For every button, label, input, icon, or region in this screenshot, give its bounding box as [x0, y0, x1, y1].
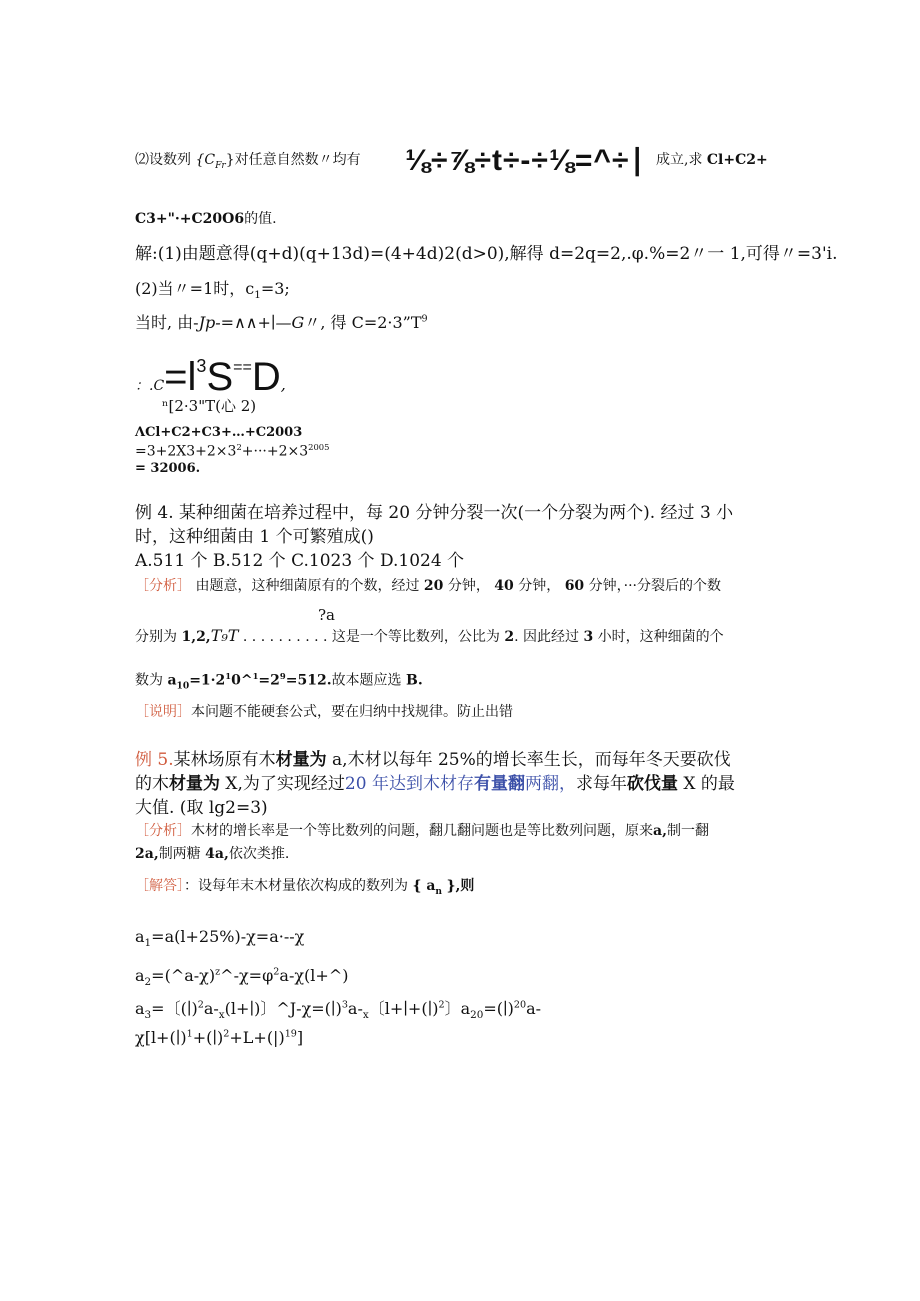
ex4-options: A.511 个 B.512 个 C.1023 个 D.1024 个 — [135, 551, 465, 571]
text: 分钟， — [518, 578, 561, 594]
text: 砍伐量 — [626, 774, 678, 794]
text: a — [167, 672, 177, 689]
sec1-line-8: ΛCl+C2+C3+…+C2003 — [135, 425, 303, 440]
text: =2 — [258, 672, 280, 689]
text: a,木材以每年 25%的增长率生长，而每年冬天要砍伐 — [326, 750, 731, 770]
text: 制两糖 — [158, 846, 201, 862]
text: 20 — [423, 578, 444, 594]
text: ⑵设数列 — [135, 152, 191, 168]
text: 某林场原有木 — [173, 750, 276, 770]
text: 0^ — [231, 672, 253, 689]
text: C3+"·+C20O6 — [135, 211, 245, 227]
text: (l+∣)〕^J-χ=(∣) — [224, 999, 342, 1018]
text: a- — [203, 999, 219, 1018]
text: { a — [412, 878, 436, 894]
ex4-analysis-line-1 — [135, 578, 721, 596]
text: 1,2, — [181, 629, 211, 645]
text: a — [135, 999, 145, 1018]
ex5-question-line-3: 大值. (取 lg2=3) — [135, 798, 268, 818]
text: X,为了实现经过 — [220, 774, 345, 794]
text: 分钟， — [447, 578, 490, 594]
highlight-text: 20 年达到木材存 — [344, 774, 474, 794]
text: . . . . . . . . . . 这是一个等比数列，公比为 — [238, 629, 500, 645]
text: =(∣) — [483, 999, 514, 1018]
subscript: 1 — [144, 937, 152, 950]
ex5-equation-3 — [135, 999, 541, 1022]
ex4-analysis-line-2 — [135, 626, 724, 647]
superscript: 19 — [284, 1028, 297, 1040]
example-label: 例 5. — [135, 750, 174, 770]
text: 3 — [583, 629, 594, 645]
text: a-χ(l+^) — [279, 966, 349, 985]
text: +L+(|) — [229, 1028, 285, 1047]
text: a — [135, 966, 145, 985]
sec1-line-6 — [135, 352, 286, 402]
superscript: z — [215, 966, 221, 978]
superscript: 1 — [186, 1028, 193, 1040]
text: T₉T — [210, 626, 239, 645]
text: 〔l+∣+(∣) — [368, 999, 439, 1018]
text: Jp-=∧∧+∣—G — [198, 313, 305, 332]
analysis-tag: ［分析］ — [135, 578, 191, 594]
subscript: Fr — [215, 160, 226, 171]
text: =(^a-χ) — [151, 966, 216, 985]
ex5-question-line-1 — [135, 750, 731, 771]
text: a- — [526, 999, 542, 1018]
text: 的木 — [135, 774, 169, 794]
text: 当时, 由- — [135, 313, 199, 332]
superscript: 3 — [196, 356, 207, 376]
superscript: 1 — [252, 671, 259, 681]
text: ：.C — [135, 378, 165, 394]
sec1-line-1 — [135, 152, 361, 172]
text: 60 — [564, 578, 585, 594]
text: ：设每年末木材量依次构成的数列为 — [184, 878, 408, 894]
text: 2 — [504, 629, 515, 645]
superscript: 2 — [197, 999, 204, 1011]
ex5-equation-1 — [135, 927, 304, 950]
text: D — [251, 355, 281, 399]
superscript: 2 — [223, 1028, 230, 1040]
superscript: 9 — [279, 671, 286, 681]
sec1-line-5 — [135, 313, 428, 333]
text: 分别为 — [135, 629, 177, 645]
ex4-mark: ?a — [318, 606, 335, 624]
text: , — [280, 375, 286, 394]
text: +(∣) — [192, 1028, 224, 1047]
text: == — [233, 359, 252, 376]
note-tag: ［说明］ — [135, 704, 191, 720]
text: =3+2X3+2×3 — [135, 443, 237, 460]
text: =512. — [285, 672, 332, 689]
text: 4a, — [205, 846, 229, 862]
superscript: 1 — [225, 671, 232, 681]
ex5-answer — [135, 878, 474, 897]
text: ,则 — [455, 878, 475, 894]
text: a — [135, 927, 145, 946]
highlight-text: 两翻， — [524, 774, 576, 794]
subscript: 1 — [254, 289, 261, 302]
ex4-note — [135, 704, 513, 722]
text: 的值. — [244, 211, 277, 227]
text: } — [446, 878, 456, 894]
text: 小时，这种细菌的个 — [597, 629, 724, 645]
text: 40 — [494, 578, 514, 594]
sec1-line-2 — [135, 211, 277, 229]
sec1-line-3: 解:(1)由题意得(q+d)(q+13d)=(4+4d)2(d>0),解得 d=2q=2,.φ.%=2〃一 1,可得〃=3'i. — [135, 244, 838, 264]
ex4-analysis-line-3 — [135, 671, 423, 692]
text: B. — [406, 672, 423, 689]
text: . 因此经过 — [514, 629, 580, 645]
sec1-formula: ⅛÷⅞÷t÷-÷⅛=^÷∣ — [405, 144, 646, 177]
subscript: x — [362, 1009, 369, 1022]
superscript: 2 — [438, 999, 445, 1011]
text: =a(l+25%)-χ=a·--χ — [151, 927, 305, 946]
text: 〃, 得 C=2·3”T — [304, 313, 422, 332]
ex5-analysis-line-1 — [135, 823, 709, 841]
text: 成立,求 — [656, 152, 703, 168]
text: 2a, — [135, 846, 159, 862]
answer-tag: ［解答］ — [135, 878, 184, 894]
text: 〕a — [444, 999, 471, 1018]
text: 本问题不能硬套公式，要在归纳中找规律。防止出错 — [191, 704, 513, 720]
ex4-question-line-2: 时，这种细菌由 1 个可繁殖成() — [135, 527, 374, 547]
subscript: x — [218, 1009, 225, 1022]
superscript: 2005 — [308, 442, 330, 452]
text: =3; — [260, 279, 290, 298]
text: =〔(∣) — [151, 999, 198, 1018]
text: }对任意自然数〃均有 — [225, 152, 361, 168]
superscript: 3 — [341, 999, 348, 1011]
text: ] — [296, 1028, 304, 1047]
text: 材量为 — [275, 750, 327, 770]
text: a- — [347, 999, 363, 1018]
text: 材量为 — [169, 774, 220, 794]
text: 依次类推. — [228, 846, 290, 862]
ex5-equation-2 — [135, 966, 348, 989]
ex4-question-line-1: 例 4. 某种细菌在培养过程中，每 20 分钟分裂一次(一个分裂为两个). 经过 3 小 — [135, 503, 734, 523]
text: 求每年 — [575, 774, 627, 794]
text: 故本题应选 — [331, 672, 402, 689]
sec1-line-4 — [135, 279, 290, 302]
text: =1·2 — [189, 672, 226, 689]
text: +···+2×3 — [241, 443, 309, 460]
text: {C — [195, 152, 216, 168]
text: 由题意，这种细菌原有的个数，经过 — [195, 578, 420, 594]
text: ^-χ=φ — [220, 966, 274, 985]
superscript: 9 — [421, 313, 428, 325]
ex5-analysis-line-2 — [135, 846, 289, 864]
text: 木材的增长率是一个等比数列的问题，翻几翻问题也是等比数列问题，原来 — [191, 823, 653, 839]
text: a, — [653, 823, 667, 839]
ex5-equation-4 — [135, 1028, 303, 1048]
text: =l — [164, 355, 197, 399]
analysis-tag: ［分析］ — [135, 823, 191, 839]
superscript: 20 — [513, 999, 527, 1011]
sec1-line-9 — [135, 442, 329, 461]
superscript: 2 — [236, 442, 242, 452]
text: X 的最 — [677, 774, 735, 794]
text: 分钟，···分裂后的个数 — [588, 578, 721, 594]
subscript: 3 — [144, 1009, 152, 1022]
sec1-line-1-end — [656, 152, 768, 170]
highlight-text: 有量翻 — [473, 774, 525, 794]
text: 制一翻 — [666, 823, 709, 839]
ex5-question-line-2 — [135, 774, 735, 795]
subscript: n — [435, 885, 443, 897]
subscript: 2 — [144, 976, 152, 989]
text: 数为 — [135, 672, 163, 689]
text: (2)当〃=1时，c — [135, 279, 255, 298]
subscript: 10 — [176, 680, 190, 692]
superscript: 2 — [273, 966, 280, 978]
sec1-line-7: ⁿ[2·3"T(心 2) — [162, 397, 257, 415]
text: χ[l+(∣) — [135, 1028, 187, 1047]
subscript: 20 — [470, 1009, 484, 1022]
sec1-line-10: = 32006. — [135, 461, 201, 476]
text: S — [206, 355, 234, 399]
text: Cl+C2+ — [706, 152, 768, 168]
